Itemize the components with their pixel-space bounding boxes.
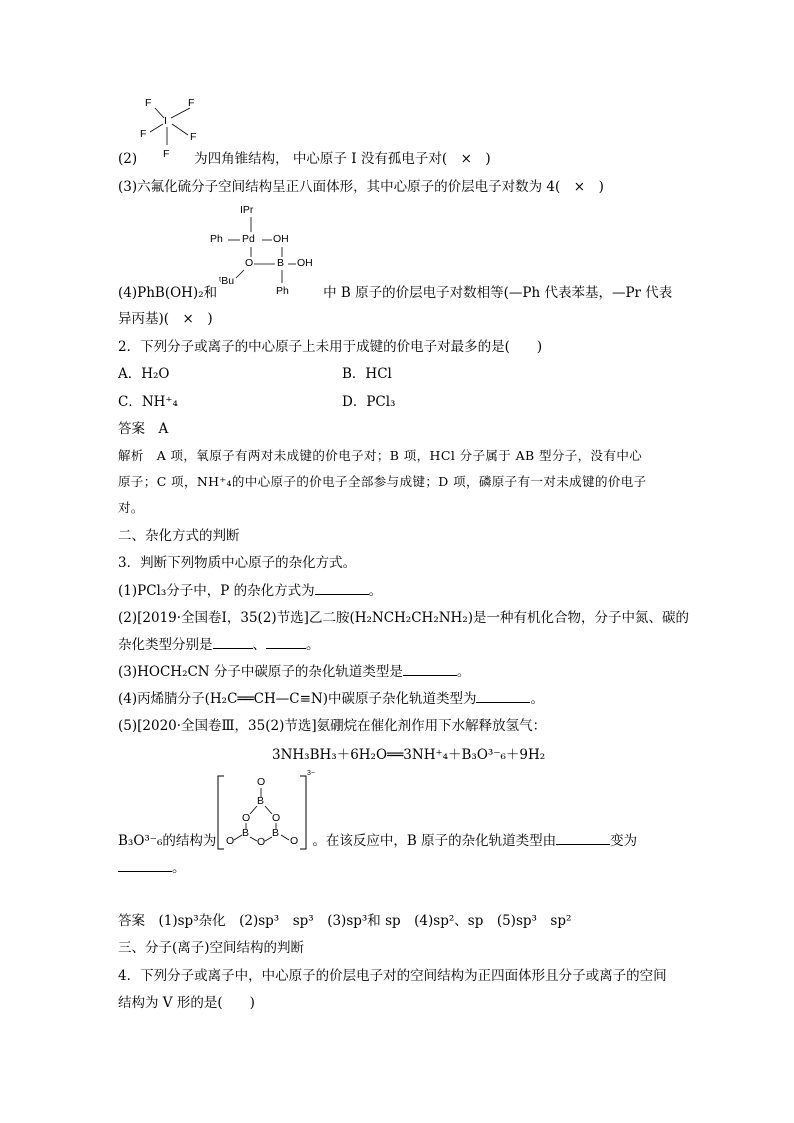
atom-f: F: [163, 148, 170, 160]
q2-option-c: C．NH⁺₄: [118, 394, 178, 410]
ph-label: Ph: [276, 285, 289, 297]
o-atom: O: [245, 257, 254, 269]
q2-option-a: A．H₂O: [118, 366, 170, 382]
oh-label: OH: [297, 257, 313, 269]
ring-o: O: [257, 836, 266, 848]
atom-f: F: [145, 97, 152, 109]
q4-stem-1: 4．下列分子或离子中，中心原子的价层电子对的空间结构为正四面体形且分子或离子的空间: [118, 968, 667, 984]
q2-explanation-3: 对。: [118, 500, 144, 515]
q2-stem: 2．下列分子或离子的中心原子上未用于成键的价电子对最多的是( ): [118, 339, 543, 355]
q3-sub1-text: (1)PCl₃分子中，P 的杂化方式为: [118, 583, 315, 599]
period: 。: [456, 664, 471, 680]
q3-stem: 3．判断下列物质中心原子的杂化方式。: [118, 555, 357, 571]
q2-explanation-2: 原子；C 项，NH⁺₄的中心原子的价电子全部参与成键；D 项，磷原子有一对未成键的价电子: [118, 474, 647, 489]
ring-o: O: [257, 776, 266, 788]
q3-answer: [118, 911, 571, 931]
period: 。: [306, 637, 320, 653]
q3-sub3-text: (3)HOCH₂CN 分子中碳原子的杂化轨道类型是: [118, 664, 403, 680]
answer-blank[interactable]: [118, 858, 172, 872]
ring-b: B: [242, 827, 250, 839]
oh-label: OH: [273, 233, 289, 245]
q3-sub5b: [118, 831, 637, 851]
q3-sub2b-text: 杂化类型分别是: [118, 637, 213, 653]
period: 。: [530, 691, 544, 707]
pd-atom: Pd: [242, 233, 255, 245]
ring-o: O: [242, 812, 251, 824]
q1-4-cont: 异丙基)( × ): [118, 311, 213, 327]
reaction-equation: 3NH₃BH₃＋6H₂O══3NH⁺₄＋B₃O³⁻₆＋9H₂: [272, 747, 546, 763]
ph-label: Ph: [210, 233, 223, 245]
q3-sub5b-end: 变为: [610, 833, 638, 849]
q1-2-text: 为四角锥结构， 中心原子 I 没有孤电子对( × ): [194, 151, 491, 167]
atom-i: I: [164, 115, 167, 127]
q3-sub5b-pre: B₃O³⁻₆的结构为: [118, 833, 217, 849]
atom-f: F: [140, 128, 147, 140]
q3-sub5b-post: 。在该反应中，B 原子的杂化轨道类型由: [312, 833, 557, 849]
answer-value: A: [158, 421, 169, 437]
q3-sub4-text: (4)丙烯腈分子(H₂C══CH—C≡N)中碳原子杂化轨道类型为: [118, 691, 477, 707]
ring-o: O: [290, 835, 299, 847]
atom-f: F: [190, 131, 197, 143]
q4-stem-2: 结构为 V 形的是( ): [118, 995, 255, 1011]
q3-sub5c: [118, 858, 186, 878]
ring-b: B: [272, 827, 280, 839]
q2-explanation-1: 解析 A 项，氧原子有两对未成键的价电子对；B 项，HCl 分子属于 AB 型分子，没有中心: [118, 448, 643, 463]
ring-b: B: [257, 795, 265, 807]
section-3-heading: 三、分子(离子)空间结构的判断: [118, 940, 305, 956]
ring-o: O: [272, 812, 281, 824]
q1-4-post: 中 B 原子的价层电子对数相等(—Ph 代表苯基，—Pr 代表: [323, 285, 673, 301]
answer-label: 答案: [118, 913, 145, 929]
b-atom: B: [277, 257, 285, 269]
ipr-label: IPr: [240, 204, 254, 216]
separator: 、: [252, 637, 266, 653]
period: 。: [368, 583, 383, 599]
q3-sub5: (5)[2020·全国卷Ⅲ，35(2)节选]氨硼烷在催化剂作用下水解释放氢气：: [118, 718, 547, 734]
ring-charge: 3−: [307, 770, 315, 777]
q1-4-pre: (4)PhB(OH)₂和: [118, 285, 218, 301]
q1-3-line: (3)六氟化硫分子空间结构呈正八面体形，其中心原子的价层电子对数为 4( × ): [118, 179, 604, 195]
answer-blank[interactable]: [556, 831, 610, 845]
tbu-label: ᵗBu: [219, 275, 235, 287]
answer-value: (1)sp³杂化 (2)sp³ sp³ (3)sp³和 sp (4)sp²、sp (5)sp³ sp²: [158, 913, 572, 929]
q2-option-b: B．HCl: [342, 366, 392, 382]
atom-f: F: [188, 97, 195, 109]
q1-2-num: (2): [118, 151, 138, 167]
section-2-heading: 二、杂化方式的判断: [118, 528, 240, 544]
q3-sub2a: (2)[2019·全国卷Ⅰ，35(2)节选]乙二胺(H₂NCH₂CH₂NH₂)是一种有机化合物，分子中氮、碳的: [118, 610, 689, 626]
q2-option-d: D．PCl₃: [342, 394, 396, 410]
period: 。: [172, 860, 186, 876]
ring-o: O: [226, 835, 235, 847]
answer-label: 答案: [118, 421, 145, 437]
